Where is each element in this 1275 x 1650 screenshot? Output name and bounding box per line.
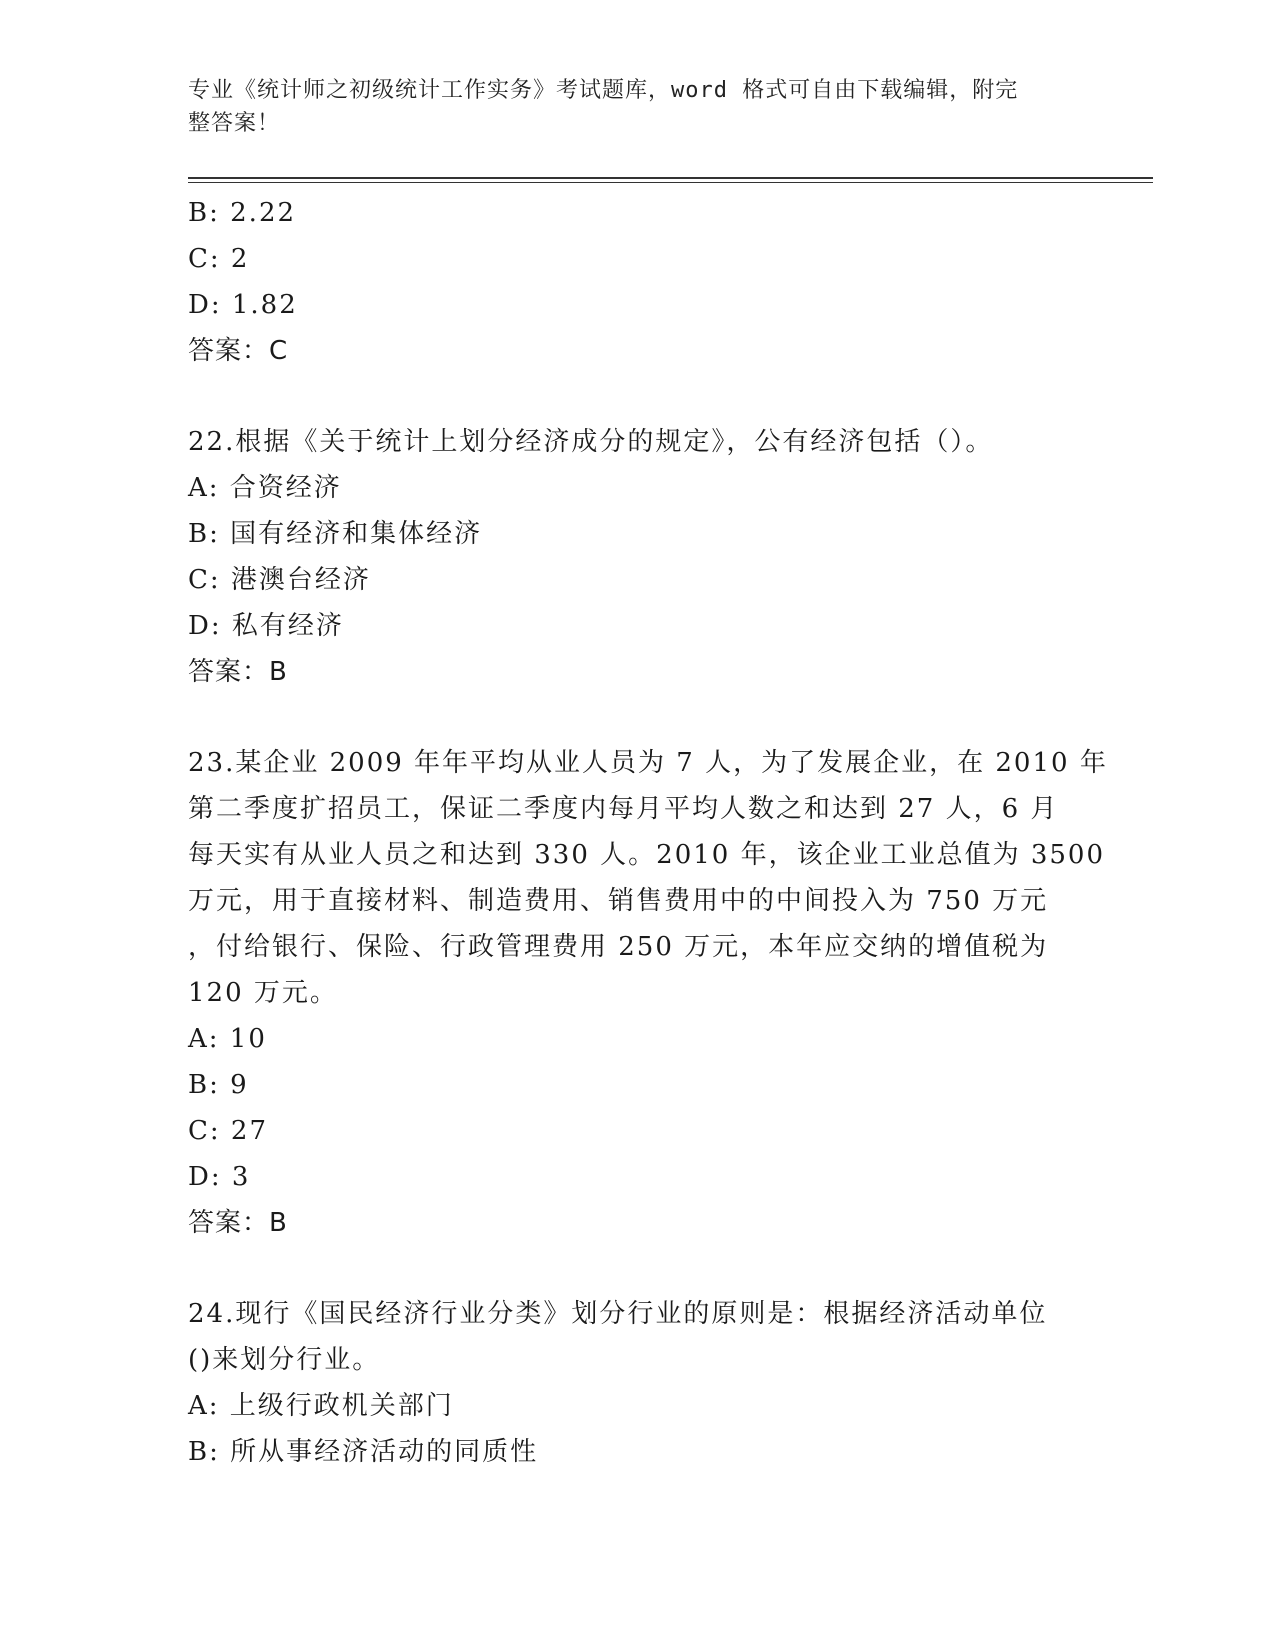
- document-body: [188, 190, 1108, 1475]
- question-stem-line: 24.现行《国民经济行业分类》划分行业的原则是：根据经济活动单位: [188, 1299, 1048, 1329]
- question-22: [188, 419, 1068, 695]
- option-b: B: 9: [188, 1070, 249, 1100]
- document-header: [188, 74, 1068, 140]
- answer-line: 答案：B: [188, 1208, 288, 1238]
- option-b: B: 所从事经济活动的同质性: [188, 1437, 539, 1467]
- header-line: 专业《统计师之初级统计工作实务》考试题库，word 格式可自由下载编辑，附完: [188, 78, 1019, 103]
- option-d: D: 1.82: [188, 290, 298, 320]
- question-24: [188, 1291, 1068, 1475]
- question-stem-line: 120 万元。: [188, 978, 338, 1008]
- question-stem-line: 万元，用于直接材料、制造费用、销售费用中的中间投入为 750 万元: [188, 886, 1049, 916]
- header-rule-thick: [188, 177, 1153, 179]
- question-stem-line: 23.某企业 2009 年年平均从业人员为 7 人，为了发展企业，在 2010 年: [188, 748, 1108, 778]
- option-a: A: 合资经济: [188, 473, 342, 503]
- question-stem-line: ()来划分行业。: [188, 1345, 381, 1375]
- option-a: A: 10: [188, 1024, 267, 1054]
- option-c: C: 2: [188, 244, 250, 274]
- header-rule-thin: [188, 182, 1153, 183]
- question-23: [188, 740, 1108, 1246]
- option-a: A: 上级行政机关部门: [188, 1391, 454, 1421]
- answer-line: 答案：B: [188, 657, 288, 687]
- answer-line: 答案：C: [188, 336, 289, 366]
- question-stem-line: 每天实有从业人员之和达到 330 人。2010 年，该企业工业总值为 3500: [188, 840, 1106, 870]
- header-line: 整答案！: [188, 111, 281, 136]
- question-21-tail: [188, 190, 1068, 374]
- option-c: C: 27: [188, 1116, 269, 1146]
- option-b: B: 2.22: [188, 198, 297, 228]
- question-stem-line: ，付给银行、保险、行政管理费用 250 万元，本年应交纳的增值税为: [188, 932, 1049, 962]
- option-c: C: 港澳台经济: [188, 565, 371, 595]
- option-d: D: 3: [188, 1162, 251, 1192]
- option-d: D: 私有经济: [188, 611, 344, 641]
- option-b: B: 国有经济和集体经济: [188, 519, 483, 549]
- question-stem: 22.根据《关于统计上划分经济成分的规定》，公有经济包括（）。: [188, 427, 994, 457]
- question-stem-line: 第二季度扩招员工，保证二季度内每月平均人数之和达到 27 人，6 月: [188, 794, 1059, 824]
